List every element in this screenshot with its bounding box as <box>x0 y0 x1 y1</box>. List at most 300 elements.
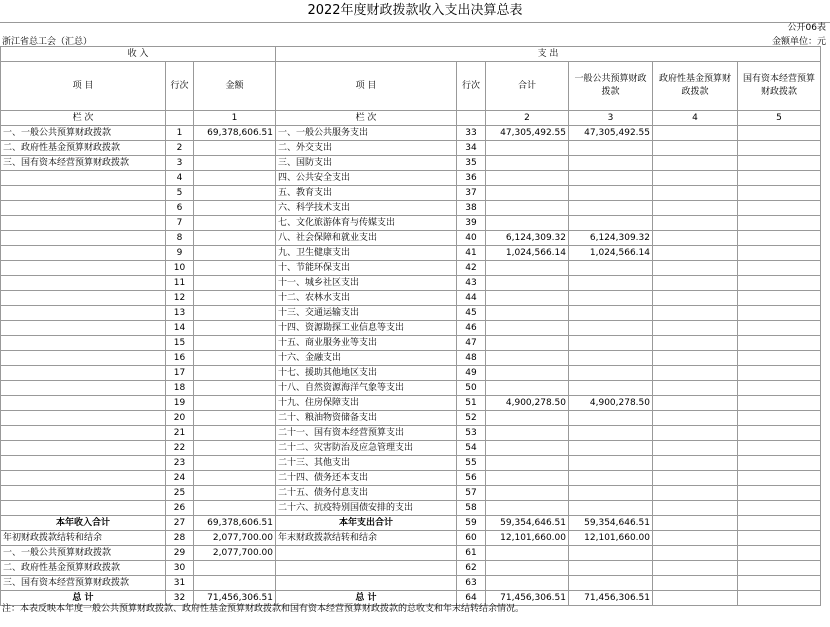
expense-item: 二十三、其他支出 <box>276 456 457 471</box>
income-amount <box>194 336 276 351</box>
expense-state-capital <box>738 231 821 246</box>
expense-grand-sum: 71,456,306.51 <box>486 591 569 606</box>
expense-total <box>486 456 569 471</box>
expense-item: 三、国防支出 <box>276 156 457 171</box>
income-row-no: 14 <box>166 321 194 336</box>
expense-general: 4,900,278.50 <box>569 396 653 411</box>
table-row <box>1 396 821 411</box>
income-row-no: 9 <box>166 246 194 261</box>
expense-state-capital <box>738 216 821 231</box>
income-row-no: 3 <box>166 156 194 171</box>
expense-row-no: 41 <box>457 246 486 261</box>
expense-general: 1,024,566.14 <box>569 246 653 261</box>
income-amount <box>194 396 276 411</box>
expense-total-no: 59 <box>457 516 486 531</box>
col-num-3: 3 <box>569 111 653 126</box>
expense-row-no: 42 <box>457 261 486 276</box>
expense-general <box>569 216 653 231</box>
expense-row-no: 46 <box>457 321 486 336</box>
begin-balance-amount: 2,077,700.00 <box>194 531 276 546</box>
expense-row-no: 40 <box>457 231 486 246</box>
expense-row-no: 44 <box>457 291 486 306</box>
income-row-no: 18 <box>166 381 194 396</box>
income-total-label: 本年收入合计 <box>1 516 166 531</box>
expense-total <box>486 441 569 456</box>
expense-row-no: 51 <box>457 396 486 411</box>
income-header: 收 入 <box>1 47 276 62</box>
table-row <box>1 141 821 156</box>
income-row-no: 22 <box>166 441 194 456</box>
income-rowno-header: 行次 <box>166 62 194 111</box>
expense-gov-fund <box>653 126 738 141</box>
expense-gov-fund <box>653 336 738 351</box>
col-num-2: 2 <box>486 111 569 126</box>
footnote: 注：本表反映本年度一般公共预算财政拨款、政府性基金预算财政拨款和国有资本经营预算财政拨款的总收支和年末结转结余情况。 <box>2 604 525 614</box>
expense-total <box>486 201 569 216</box>
table-row <box>1 441 821 456</box>
empty-cell <box>194 576 276 591</box>
expense-item: 一、一般公共服务支出 <box>276 126 457 141</box>
expense-general <box>569 201 653 216</box>
expense-general: 6,124,309.32 <box>569 231 653 246</box>
expense-state-capital <box>738 441 821 456</box>
expense-gov-fund <box>653 321 738 336</box>
table-row <box>1 426 821 441</box>
income-amount <box>194 156 276 171</box>
table-row <box>1 231 821 246</box>
expense-state-capital <box>738 306 821 321</box>
income-row-no: 7 <box>166 216 194 231</box>
income-total-amount: 69,378,606.51 <box>194 516 276 531</box>
expense-total <box>486 141 569 156</box>
table-row <box>1 171 821 186</box>
expense-general <box>569 276 653 291</box>
begin-balance-no: 28 <box>166 531 194 546</box>
expense-row-no: 54 <box>457 441 486 456</box>
grand-total-label: 总 计 <box>1 591 166 606</box>
begin-general-amount: 2,077,700.00 <box>194 546 276 561</box>
empty-cell <box>738 531 821 546</box>
expense-state-capital <box>738 471 821 486</box>
expense-total <box>486 501 569 516</box>
income-amount: 69,378,606.51 <box>194 126 276 141</box>
expense-row-no: 47 <box>457 336 486 351</box>
col-num-1: 1 <box>194 111 276 126</box>
expense-grand-label: 总 计 <box>276 591 457 606</box>
income-row-no: 10 <box>166 261 194 276</box>
table-body <box>1 126 821 516</box>
expense-row-no: 48 <box>457 351 486 366</box>
income-amount <box>194 201 276 216</box>
table-row <box>1 381 821 396</box>
expense-general <box>569 501 653 516</box>
expense-item: 十七、援助其他地区支出 <box>276 366 457 381</box>
table-row <box>1 156 821 171</box>
income-item <box>1 351 166 366</box>
income-row-no: 13 <box>166 306 194 321</box>
income-item <box>1 366 166 381</box>
income-amount <box>194 501 276 516</box>
expense-item: 九、卫生健康支出 <box>276 246 457 261</box>
table-row <box>1 306 821 321</box>
income-amount <box>194 306 276 321</box>
form-number: 公开06表 <box>787 23 826 33</box>
expense-total-sum: 59,354,646.51 <box>486 516 569 531</box>
income-item: 一、一般公共预算财政拨款 <box>1 126 166 141</box>
gov-fund-header: 政府性基金预算财政拨款 <box>653 62 738 111</box>
expense-general <box>569 441 653 456</box>
expense-general <box>569 171 653 186</box>
income-amount <box>194 276 276 291</box>
income-item <box>1 276 166 291</box>
empty-cell <box>276 561 457 576</box>
expense-total <box>486 216 569 231</box>
income-item <box>1 306 166 321</box>
table-row <box>1 501 821 516</box>
expense-total: 4,900,278.50 <box>486 396 569 411</box>
expense-item: 二十二、灾害防治及应急管理支出 <box>276 441 457 456</box>
org-name: 浙江省总工会（汇总） <box>2 37 93 47</box>
col-blank-2 <box>457 111 486 126</box>
expense-gov-fund <box>653 291 738 306</box>
income-row-no: 19 <box>166 396 194 411</box>
income-item-header: 项 目 <box>1 62 166 111</box>
col-num-4: 4 <box>653 111 738 126</box>
empty-cell <box>486 546 569 561</box>
begin-gov-fund-no: 30 <box>166 561 194 576</box>
expense-gov-fund <box>653 276 738 291</box>
col-label-income: 栏 次 <box>1 111 166 126</box>
expense-total <box>486 411 569 426</box>
empty-cell <box>569 546 653 561</box>
expense-gov-fund <box>653 381 738 396</box>
income-item <box>1 456 166 471</box>
expense-general <box>569 381 653 396</box>
expense-total <box>486 336 569 351</box>
income-amount <box>194 231 276 246</box>
income-item <box>1 291 166 306</box>
empty-cell <box>486 561 569 576</box>
expense-total <box>486 276 569 291</box>
expense-state-capital <box>738 141 821 156</box>
expense-total-general: 59,354,646.51 <box>569 516 653 531</box>
income-item <box>1 381 166 396</box>
expense-item: 十三、交通运输支出 <box>276 306 457 321</box>
table-row <box>1 411 821 426</box>
expense-row-no: 39 <box>457 216 486 231</box>
expense-gov-fund <box>653 501 738 516</box>
expense-total <box>486 486 569 501</box>
table-row <box>1 336 821 351</box>
income-amount <box>194 246 276 261</box>
expense-general <box>569 336 653 351</box>
expense-item: 十一、城乡社区支出 <box>276 276 457 291</box>
income-amount <box>194 186 276 201</box>
expense-gov-fund <box>653 201 738 216</box>
expense-general <box>569 456 653 471</box>
income-item <box>1 501 166 516</box>
income-amount <box>194 366 276 381</box>
expense-item: 四、公共安全支出 <box>276 171 457 186</box>
expense-general <box>569 351 653 366</box>
expense-header: 支 出 <box>276 47 821 62</box>
expense-item: 十六、金融支出 <box>276 351 457 366</box>
expense-item: 二十、粮油物资储备支出 <box>276 411 457 426</box>
expense-grand-no: 64 <box>457 591 486 606</box>
begin-general-no: 29 <box>166 546 194 561</box>
expense-gov-fund <box>653 456 738 471</box>
expense-total: 47,305,492.55 <box>486 126 569 141</box>
expense-state-capital <box>738 456 821 471</box>
income-item <box>1 441 166 456</box>
income-amount-header: 金额 <box>194 62 276 111</box>
table-row <box>1 321 821 336</box>
income-amount <box>194 426 276 441</box>
income-row-no: 21 <box>166 426 194 441</box>
income-item: 三、国有资本经营预算财政拨款 <box>1 156 166 171</box>
expense-row-no: 34 <box>457 141 486 156</box>
expense-general <box>569 471 653 486</box>
empty-cell <box>738 546 821 561</box>
expense-gov-fund <box>653 351 738 366</box>
expense-state-capital <box>738 411 821 426</box>
empty-cell <box>653 516 738 531</box>
expense-item: 十八、自然资源海洋气象等支出 <box>276 381 457 396</box>
table-row <box>1 126 821 141</box>
expense-gov-fund <box>653 411 738 426</box>
expense-total <box>486 366 569 381</box>
grand-total-no: 32 <box>166 591 194 606</box>
income-amount <box>194 381 276 396</box>
expense-item: 二十五、债务付息支出 <box>276 486 457 501</box>
expense-state-capital <box>738 426 821 441</box>
expense-total <box>486 186 569 201</box>
income-amount <box>194 486 276 501</box>
expense-total <box>486 321 569 336</box>
expense-row-no: 35 <box>457 156 486 171</box>
income-item <box>1 201 166 216</box>
empty-cell <box>569 561 653 576</box>
empty-cell <box>194 561 276 576</box>
expense-row-no: 57 <box>457 486 486 501</box>
expense-state-capital <box>738 261 821 276</box>
expense-item: 二十六、抗疫特别国债安排的支出 <box>276 501 457 516</box>
expense-total <box>486 306 569 321</box>
income-row-no: 23 <box>166 456 194 471</box>
begin-gov-fund-label: 二、政府性基金预算财政拨款 <box>1 561 166 576</box>
empty-cell <box>738 561 821 576</box>
income-row-no: 17 <box>166 366 194 381</box>
expense-gov-fund <box>653 156 738 171</box>
expense-general <box>569 261 653 276</box>
table-row <box>1 291 821 306</box>
expense-item: 十、节能环保支出 <box>276 261 457 276</box>
income-item <box>1 486 166 501</box>
state-capital-header: 国有资本经营预算财政拨款 <box>738 62 821 111</box>
expense-state-capital <box>738 486 821 501</box>
expense-gov-fund <box>653 186 738 201</box>
end-general-no: 61 <box>457 546 486 561</box>
income-row-no: 5 <box>166 186 194 201</box>
expense-row-no: 45 <box>457 306 486 321</box>
income-row-no: 26 <box>166 501 194 516</box>
expense-total <box>486 291 569 306</box>
expense-state-capital <box>738 381 821 396</box>
empty-cell <box>653 561 738 576</box>
expense-state-capital <box>738 396 821 411</box>
income-amount <box>194 351 276 366</box>
end-balance-no: 60 <box>457 531 486 546</box>
expense-row-no: 37 <box>457 186 486 201</box>
total-header: 合计 <box>486 62 569 111</box>
income-amount <box>194 261 276 276</box>
expense-state-capital <box>738 501 821 516</box>
income-item <box>1 171 166 186</box>
expense-total <box>486 426 569 441</box>
expense-row-no: 36 <box>457 171 486 186</box>
empty-cell <box>276 576 457 591</box>
expense-total <box>486 171 569 186</box>
income-item <box>1 186 166 201</box>
expense-item: 十九、住房保障支出 <box>276 396 457 411</box>
expense-gov-fund <box>653 261 738 276</box>
income-item <box>1 246 166 261</box>
income-item <box>1 216 166 231</box>
expense-state-capital <box>738 126 821 141</box>
expense-general <box>569 291 653 306</box>
expense-grand-general: 71,456,306.51 <box>569 591 653 606</box>
empty-cell <box>276 546 457 561</box>
expense-state-capital <box>738 366 821 381</box>
expense-item: 五、教育支出 <box>276 186 457 201</box>
expense-total: 6,124,309.32 <box>486 231 569 246</box>
end-balance-label: 年末财政拨款结转和结余 <box>276 531 457 546</box>
income-item <box>1 231 166 246</box>
empty-cell <box>738 516 821 531</box>
expense-rowno-header: 行次 <box>457 62 486 111</box>
expense-item: 八、社会保障和就业支出 <box>276 231 457 246</box>
expense-total <box>486 261 569 276</box>
income-row-no: 20 <box>166 411 194 426</box>
expense-general <box>569 426 653 441</box>
expense-state-capital <box>738 156 821 171</box>
income-row-no: 6 <box>166 201 194 216</box>
income-row-no: 2 <box>166 141 194 156</box>
income-row-no: 12 <box>166 291 194 306</box>
income-amount <box>194 441 276 456</box>
expense-general <box>569 156 653 171</box>
income-amount <box>194 171 276 186</box>
income-item <box>1 471 166 486</box>
expense-gov-fund <box>653 426 738 441</box>
table-row <box>1 276 821 291</box>
table-row <box>1 456 821 471</box>
expense-total <box>486 471 569 486</box>
income-item <box>1 321 166 336</box>
empty-cell <box>738 576 821 591</box>
income-amount <box>194 471 276 486</box>
income-total-no: 27 <box>166 516 194 531</box>
expense-state-capital <box>738 186 821 201</box>
expense-gov-fund <box>653 216 738 231</box>
expense-gov-fund <box>653 306 738 321</box>
income-amount <box>194 141 276 156</box>
empty-cell <box>569 576 653 591</box>
end-balance-general: 12,101,660.00 <box>569 531 653 546</box>
expense-general <box>569 306 653 321</box>
end-gov-fund-no: 62 <box>457 561 486 576</box>
expense-total-label: 本年支出合计 <box>276 516 457 531</box>
income-row-no: 1 <box>166 126 194 141</box>
grand-total-amount: 71,456,306.51 <box>194 591 276 606</box>
expense-item: 六、科学技术支出 <box>276 201 457 216</box>
expense-gov-fund <box>653 141 738 156</box>
expense-general <box>569 141 653 156</box>
expense-gov-fund <box>653 171 738 186</box>
end-state-capital-no: 63 <box>457 576 486 591</box>
expense-row-no: 52 <box>457 411 486 426</box>
end-balance-sum: 12,101,660.00 <box>486 531 569 546</box>
col-blank <box>166 111 194 126</box>
expense-item: 十五、商业服务业等支出 <box>276 336 457 351</box>
begin-state-capital-label: 三、国有资本经营预算财政拨款 <box>1 576 166 591</box>
expense-item: 十二、农林水支出 <box>276 291 457 306</box>
income-row-no: 11 <box>166 276 194 291</box>
expense-total <box>486 381 569 396</box>
expense-state-capital <box>738 246 821 261</box>
expense-gov-fund <box>653 486 738 501</box>
expense-gov-fund <box>653 396 738 411</box>
expense-item: 二、外交支出 <box>276 141 457 156</box>
income-row-no: 8 <box>166 231 194 246</box>
expense-gov-fund <box>653 471 738 486</box>
expense-total <box>486 156 569 171</box>
expense-state-capital <box>738 321 821 336</box>
expense-state-capital <box>738 201 821 216</box>
expense-state-capital <box>738 351 821 366</box>
expense-item: 二十四、债务还本支出 <box>276 471 457 486</box>
expense-row-no: 38 <box>457 201 486 216</box>
expense-row-no: 33 <box>457 126 486 141</box>
income-amount <box>194 216 276 231</box>
expense-row-no: 55 <box>457 456 486 471</box>
table-row <box>1 366 821 381</box>
expense-row-no: 49 <box>457 366 486 381</box>
income-amount <box>194 411 276 426</box>
expense-row-no: 58 <box>457 501 486 516</box>
table-row <box>1 261 821 276</box>
expense-general <box>569 411 653 426</box>
expense-total: 1,024,566.14 <box>486 246 569 261</box>
table-row <box>1 471 821 486</box>
empty-cell <box>653 546 738 561</box>
income-item <box>1 261 166 276</box>
expense-item: 七、文化旅游体育与传媒支出 <box>276 216 457 231</box>
expense-row-no: 53 <box>457 426 486 441</box>
income-amount <box>194 291 276 306</box>
begin-balance-label: 年初财政拨款结转和结余 <box>1 531 166 546</box>
expense-row-no: 56 <box>457 471 486 486</box>
expense-general <box>569 486 653 501</box>
table-row <box>1 486 821 501</box>
expense-general <box>569 186 653 201</box>
income-item: 二、政府性基金预算财政拨款 <box>1 141 166 156</box>
table-row <box>1 216 821 231</box>
empty-cell <box>486 576 569 591</box>
income-item <box>1 336 166 351</box>
income-row-no: 15 <box>166 336 194 351</box>
table-row <box>1 351 821 366</box>
